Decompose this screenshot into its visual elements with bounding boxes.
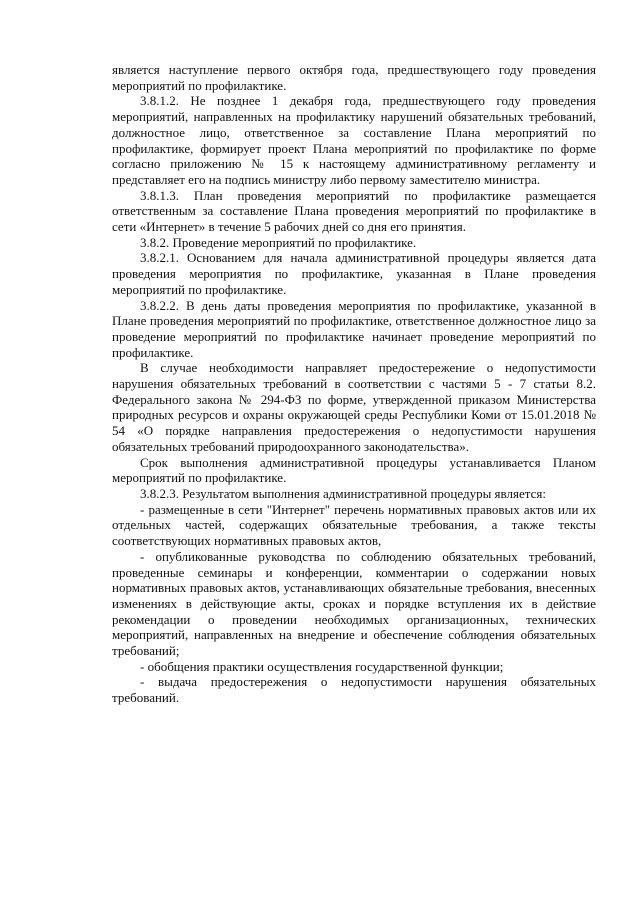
- paragraph-3-8-2-3: 3.8.2.3. Результатом выполнения административной процедуры является:: [140, 485, 546, 501]
- list-item-guides: - опубликованные руководства по соблюдению обязательных требований, проведенные семинары и конференции, комментарии о содержании новых нормативных правовых актов, устанавливающих обязательные требования, внесенных изменениях в действующие акты, сроках и порядке вступления их в действие рекомендации о проведении необходимых организационных, технических мероприятий, направленных на внедрение и обеспечение соблюдения обязательных требований;: [112, 548, 596, 659]
- paragraph-term: Срок выполнения административной процедуры устанавливается Планом мероприятий по профилактике.: [112, 454, 596, 486]
- paragraph-3-8-2-1: 3.8.2.1. Основанием для начала административной процедуры является дата проведения мероприятия по профилактике, указанная в Плане проведения мероприятий по профилактике.: [112, 250, 596, 297]
- paragraph-3-8-2: 3.8.2. Проведение мероприятий по профилактике.: [140, 234, 417, 250]
- paragraph-3-8-2-2: 3.8.2.2. В день даты проведения мероприятия по профилактике, указанной в Плане проведения мероприятий по профилактике, ответственное должностное лицо за проведение мероприятий по профилактике начинает проведение мероприятий по профилактике.: [112, 297, 596, 360]
- paragraph-3-8-1-2: 3.8.1.2. Не позднее 1 декабря года, предшествующего году проведения мероприятий, направленных на профилактику нарушений обязательных требований, должностное лицо, ответственное за составление Плана мероприятий по профилактике, формирует проект Плана мероприятий по профилактике по форме согласно приложению № 15 к настоящему административному регламенту и представляет его на подпись министру либо первому заместителю министра.: [112, 93, 596, 187]
- list-item-warning-issue: - выдача предостережения о недопустимости нарушения обязательных требований.: [112, 674, 596, 706]
- list-item-published-acts: - размещенные в сети "Интернет" перечень нормативных правовых актов или их отдельных частей, содержащих обязательные требования, а также тексты соответствующих нормативных правовых актов,: [112, 501, 596, 549]
- paragraph-warning: В случае необходимости направляет предостережение о недопустимости нарушения обязательных требований в соответствии с частями 5 - 7 статьи 8.2. Федерального закона № 294-ФЗ по форме, утвержденной приказом Министерства природных ресурсов и охраны окружающей среды Республики Коми от 15.01.2018 № 54 «О порядке направления предостережения о недопустимости нарушения обязательных требований природоохранного законодательства».: [112, 360, 596, 454]
- document-page: [112, 62, 596, 706]
- paragraph-3-8-1-3: 3.8.1.3. План проведения мероприятий по профилактике размещается ответственным за составление Плана проведения мероприятий по профилактике в сети «Интернет» в течение 5 рабочих дней со дня его принятия.: [112, 187, 596, 235]
- paragraph-continuation: является наступление первого октября года, предшествующего году проведения мероприятий по профилактике.: [112, 62, 596, 93]
- list-item-generalization: - обобщения практики осуществления государственной функции;: [140, 658, 504, 674]
